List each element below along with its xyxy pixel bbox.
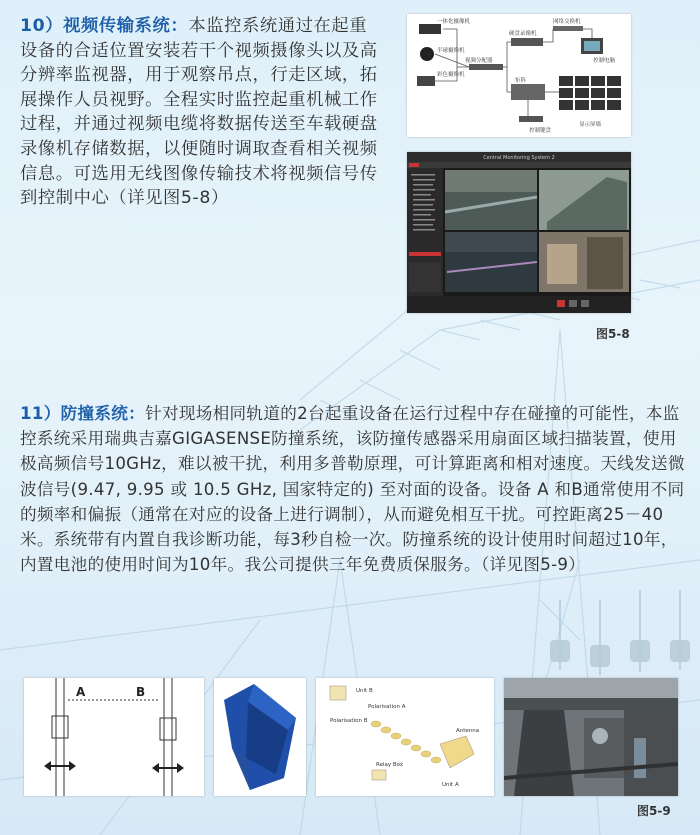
label-switch: 网络交换机 [553,19,581,25]
label-splitter: 视频分配器 [465,58,493,64]
section-11-body: 针对现场相同轨道的2台起重设备在运行过程中存在碰撞的可能性，本监控系统采用瑞典吉嘉GIGASENSE防撞系统，该防撞传感器采用扇面区域扫描装置，使用极高频信号10GHz，难以被干扰，利用多普勒原理，可计算距离和相对速度。天线发送微波信号(9.47, 9.95 或 10.5 GHz, 国家特定的) 至对面的设备。设备 A 和B通常使用不同的频率和偏振（通常在对应的设备上进行调制），从而避免相互干扰。可控距离25－40米。系统带有内置自我诊断功能，每3秒自检一次。防撞系统的设计使用时间超过10年，内置电池的使用时间为10年。我公司提供三年免费质保服务。（详见图5-9） [20,404,685,575]
label-cam2: 半球摄像机 [437,48,465,54]
label-dvr: 硬盘录像机 [509,31,537,37]
label-pol-a: Polarisation A [368,704,406,710]
rail-label-b: B [136,685,146,699]
label-unit-a: Unit A [442,782,459,788]
crane-site-photo [504,678,678,796]
label-cam3: 彩色摄像机 [437,72,465,78]
label-wall: 显示屏墙 [579,122,602,128]
label-antenna: Antenna [456,728,480,734]
section-10-paragraph [20,14,380,211]
rail-label-a: A [76,685,86,699]
label-keyboard: 控制键盘 [529,128,552,134]
figure-5-9-site-photo [504,678,678,796]
figure-5-8-caption: 图5-8 [596,327,630,341]
sensor-housing-image [214,678,306,796]
label-relay: Relay Box [376,762,404,768]
double-arrow-icon [44,761,76,771]
figure-5-9-caption: 图5-9 [637,804,671,818]
figure-5-9-sensor-housing [214,678,306,796]
double-arrow-icon [152,763,184,773]
label-pol-b: Polarisation B [330,718,368,724]
screen-title: Central Monitoring System 2 [483,155,555,161]
section-10-heading: 10）视频传输系统： [20,16,189,36]
figure-5-8-monitoring-screen [407,152,631,313]
section-10-body: 本监控系统通过在起重设备的合适位置安装若干个视频摄像头以及高分辨率监视器，用于观察吊点，行走区域，拓展操作人员视野。全程实时监控起重机械工作过程，并通过视频电缆将数据传送至车载硬盘录像机存储数据，以便随时调取查看相关视频信息。可选用无线图像传输技术将视频信号传到控制中心（详见图5-8） [20,16,378,209]
label-cam1: 一体化摄像机 [437,19,471,25]
section-11-heading: 11）防撞系统： [20,404,146,423]
label-matrix: 矩阵 [515,78,527,84]
figure-5-9-rail-diagram [24,678,204,796]
figure-5-9-antenna-schematic [316,678,494,796]
label-pc: 控制电脑 [593,58,616,64]
section-11-paragraph [20,401,685,577]
label-unit-b: Unit B [356,688,373,694]
figure-5-8-system-diagram [407,14,631,137]
